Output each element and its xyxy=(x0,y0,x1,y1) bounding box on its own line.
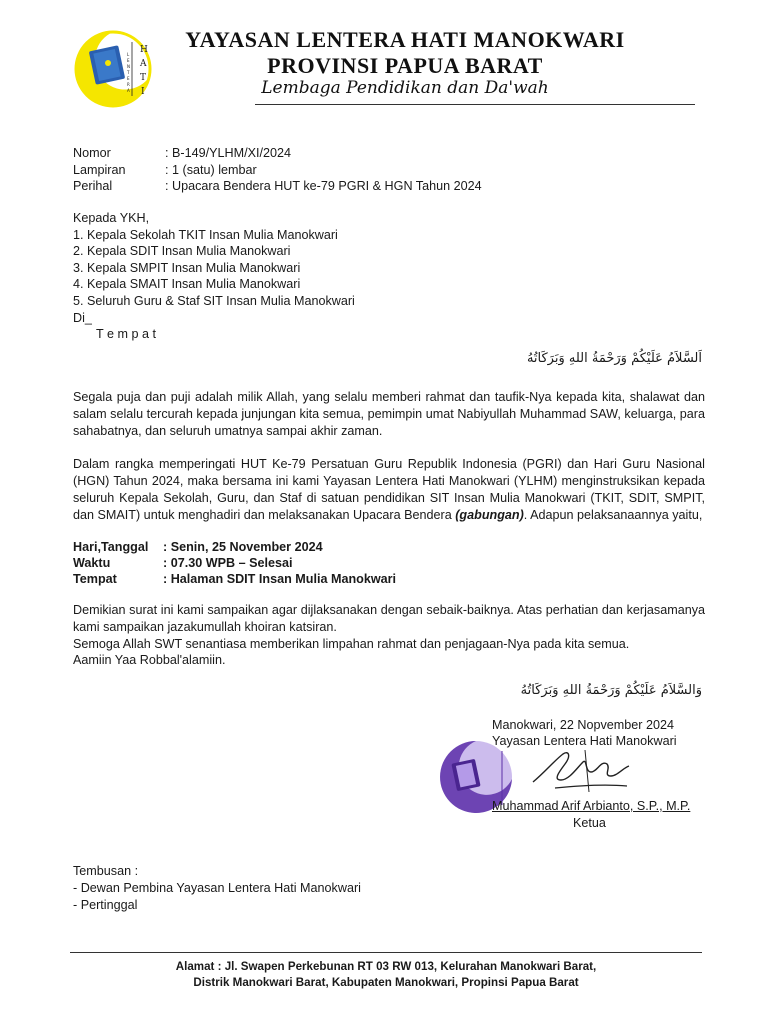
recipient-item: 4. Kepala SMAIT Insan Mulia Manokwari xyxy=(73,277,301,291)
svg-text:T: T xyxy=(127,70,130,75)
paragraph-prayer: Semoga Allah SWT senantiasa memberikan limpahan rahmat dan penjagaan-Nya pada kita semua. xyxy=(73,637,630,651)
schedule-value-time: : 07.30 WPB – Selesai xyxy=(163,556,293,570)
paragraph-instruction: Dalam rangka memperingati HUT Ke-79 Persatuan Guru Republik Indonesia (PGRI) dan Hari Guru Nasional (HGN) Tahun 2024, maka bersama ini kami Yayasan Lentera Hati Manokwari (YLHM) menginstruksikan kepada seluruh Kepala Sekolah, Guru, dan Staf di satuan pendidikan SIT Insan Mulia Manokwari (TKIT, SDIT, SMPIT, dan SMAIT) untuk menghadiri dan melaksanakan Upacara Bendera (gabungan). Adapun pelaksanaannya yaitu, xyxy=(73,457,705,522)
letterhead-province: PROVINSI PAPUA BARAT xyxy=(267,53,543,78)
recipient-item: 1. Kepala Sekolah TKIT Insan Mulia Manokwari xyxy=(73,228,338,242)
recipients-intro: Kepada YKH, xyxy=(73,211,150,225)
svg-text:A: A xyxy=(140,59,147,69)
footer-divider xyxy=(70,952,702,953)
footer-address-line2: Distrik Manokwari Barat, Kabupaten Manokwari, Propinsi Papua Barat xyxy=(193,976,579,989)
meta-label-perihal: Perihal xyxy=(73,179,113,193)
tembusan-item: - Dewan Pembina Yayasan Lentera Hati Manokwari xyxy=(73,881,361,895)
svg-text:A: A xyxy=(127,88,130,93)
svg-text:R: R xyxy=(127,82,130,87)
letterhead-divider xyxy=(255,104,695,105)
schedule-value-place: : Halaman SDIT Insan Mulia Manokwari xyxy=(163,572,397,586)
schedule-label-date: Hari,Tanggal xyxy=(73,540,149,554)
svg-text:N: N xyxy=(127,64,130,69)
svg-text:I: I xyxy=(141,87,145,97)
recipient-item: 5. Seluruh Guru & Staf SIT Insan Mulia Manokwari xyxy=(73,294,355,308)
svg-text:E: E xyxy=(127,58,130,63)
svg-text:E: E xyxy=(127,76,130,81)
gabungan-emphasis: (gabungan) xyxy=(455,508,524,522)
meta-label-lampiran: Lampiran xyxy=(73,163,126,177)
handwritten-signature xyxy=(525,742,635,800)
letterhead-title: YAYASAN LENTERA HATI MANOKWARI xyxy=(185,27,625,52)
svg-text:L: L xyxy=(127,52,130,57)
meta-value-nomor: : B-149/YLHM/XI/2024 xyxy=(165,146,292,160)
foundation-logo xyxy=(70,26,156,112)
logo-letter-h: H xyxy=(140,45,148,55)
schedule-label-place: Tempat xyxy=(73,572,117,586)
meta-value-perihal: : Upacara Bendera HUT ke-79 PGRI & HGN Tahun 2024 xyxy=(165,179,482,193)
signature-place-date: Manokwari, 22 Nopvember 2024 xyxy=(492,718,675,732)
recipients-tempat: T e m p a t xyxy=(96,327,156,341)
tembusan-item: - Pertinggal xyxy=(73,898,138,912)
footer-address-line1: Alamat : Jl. Swapen Perkebunan RT 03 RW 013, Kelurahan Manokwari Barat, xyxy=(175,960,597,973)
meta-label-nomor: Nomor xyxy=(73,146,111,160)
paragraph-closing: Demikian surat ini kami sampaikan agar dijlaksanakan dengan sebaik-baiknya. Atas perhatian dan kerjasamanya kami sampaikan jazakumullah khoiran katsiran. xyxy=(73,603,705,634)
paragraph-amin: Aamiin Yaa Robbal'alamiin. xyxy=(73,653,226,667)
arabic-closing: وَالسَّلاَمُ عَلَيْكُمْ وَرَحْمَةُ اللهِ وَبَرَكَاتُهُ xyxy=(520,683,702,698)
schedule-label-time: Waktu xyxy=(73,556,111,570)
recipient-item: 2. Kepala SDIT Insan Mulia Manokwari xyxy=(73,244,291,258)
signature-organization: Yayasan Lentera Hati Manokwari xyxy=(492,734,677,748)
paragraph-opening: Segala puja dan puji adalah milik Allah, yang selalu memberi rahmat dan taufik-Nya kepada kita, shalawat dan salam selalu tercurah kepada junjungan kita semua, pemimpin umat Nabiyullah Muhammad SAW, keluarga, para sahabatnya, dan seluruh umatnya sampai akhir zaman. xyxy=(73,390,705,438)
signatory-name: Muhammad Arif Arbianto, S.P., M.P. xyxy=(492,799,691,813)
recipient-item: 3. Kepala SMPIT Insan Mulia Manokwari xyxy=(73,261,301,275)
tembusan-title: Tembusan : xyxy=(73,864,139,878)
arabic-greeting: اَلسَّلاَمُ عَلَيْكُمْ وَرَحْمَةُ اللهِ وَبَرَكَاتُهُ xyxy=(526,351,702,366)
letterhead-subtitle: Lembaga Pendidikan dan Da'wah xyxy=(261,78,549,98)
recipients-di: Di_ xyxy=(73,311,92,325)
svg-text:T: T xyxy=(140,73,147,83)
meta-value-lampiran: : 1 (satu) lembar xyxy=(165,163,257,177)
signatory-role: Ketua xyxy=(573,816,606,830)
schedule-value-date: : Senin, 25 November 2024 xyxy=(163,540,323,554)
